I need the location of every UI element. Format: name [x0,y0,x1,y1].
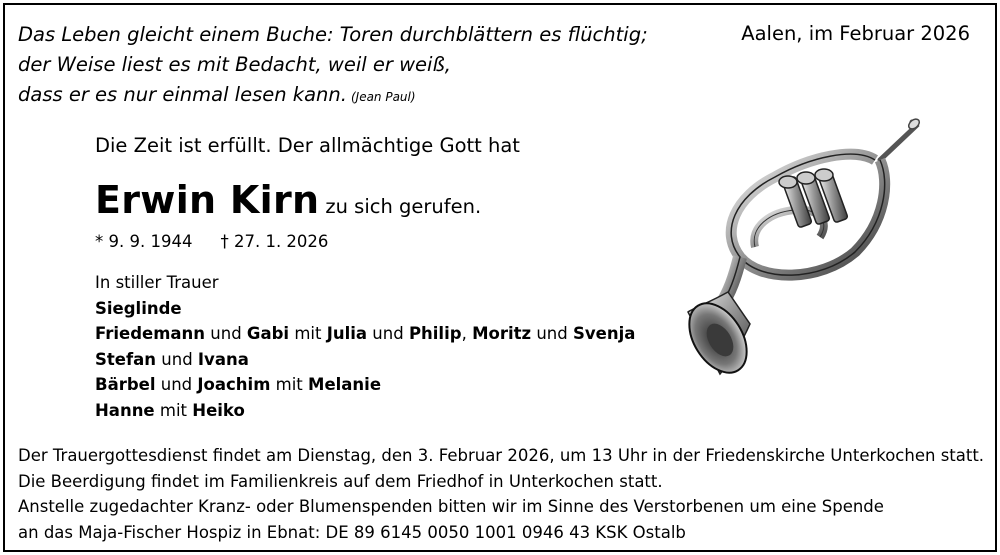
quote [18,20,648,112]
mourners-heading: In stiller Trauer [95,273,219,292]
mourner-row: Hanne mit Heiko [95,400,245,420]
donation-line: Anstelle zugedachter Kranz- oder Blumenspenden bitten wir im Sinne des Verstorbenen um eine Spende [18,497,884,516]
mourner-row: Stefan und Ivana [95,349,249,369]
deceased-name: Erwin Kirn [95,178,320,222]
flugelhorn-icon [680,112,930,382]
service-info [18,443,984,545]
bank-details-line: an das Maja-Fischer Hospiz in Ebnat: DE 89 6145 0050 1001 0946 43 KSK Ostalb [18,522,686,542]
death-date: † 27. 1. 2026 [220,232,329,251]
mourners-list [95,270,635,423]
burial-line: Die Beerdigung findet im Familienkreis auf dem Friedhof in Unterkochen statt. [18,471,663,491]
life-dates [95,232,328,251]
quote-line: Das Leben gleicht einem Buche: Toren durchblättern es flüchtig; [18,23,648,46]
quote-line: der Weise liest es mit Bedacht, weil er weiß, [18,53,451,76]
quote-line: dass er es nur einmal lesen kann. (Jean Paul) [18,83,416,106]
deceased-heading [95,178,481,222]
called-suffix: zu sich gerufen. [325,195,482,218]
mourner-row: Friedemann und Gabi mit Julia und Philip, Moritz und Svenja [95,324,636,343]
service-line: Der Trauergottesdienst findet am Dienstag, den 3. Februar 2026, um 13 Uhr in der Friedenskirche Unterkochen statt. [18,446,985,465]
place-date: Aalen, im Februar 2026 [741,22,970,45]
mourner-row: Bärbel und Joachim mit Melanie [95,375,382,394]
quote-author: (Jean Paul) [350,90,416,104]
birth-date: * 9. 9. 1944 [95,232,193,251]
intro-text: Die Zeit ist erfüllt. Der allmächtige Gott hat [95,134,520,157]
mourner-row: Sieglinde [95,298,182,318]
